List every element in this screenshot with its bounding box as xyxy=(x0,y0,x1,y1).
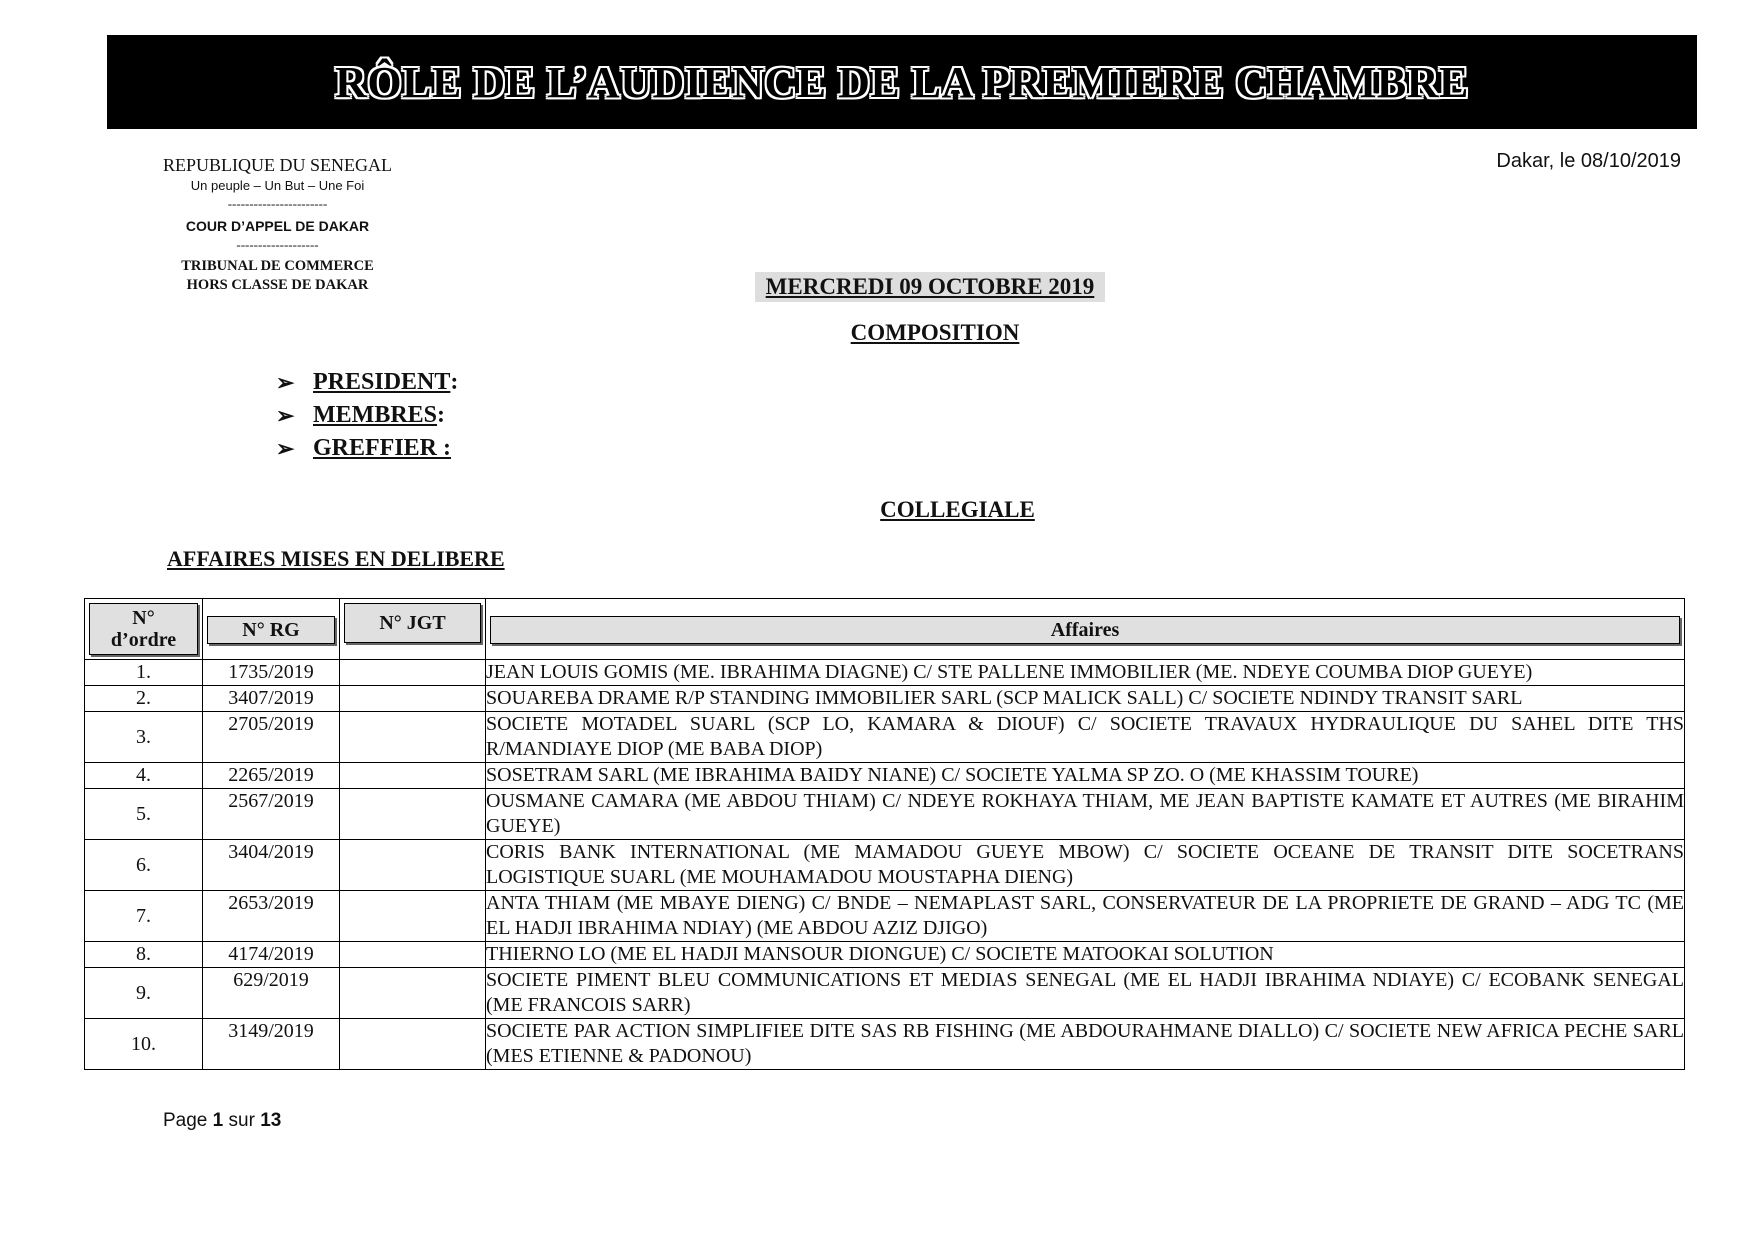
cell-jgt xyxy=(340,712,486,763)
header-rg xyxy=(203,599,340,660)
page-current: 1 xyxy=(212,1110,224,1131)
cell-jgt xyxy=(340,968,486,1019)
document-date: Dakar, le 08/10/2019 xyxy=(1496,150,1681,172)
cell-ordre: 8. xyxy=(85,942,203,968)
cell-rg: 2567/2019 xyxy=(203,789,340,840)
cell-ordre: 9. xyxy=(85,968,203,1019)
role-membres xyxy=(276,399,458,432)
cell-ordre: 10. xyxy=(85,1019,203,1070)
cell-jgt xyxy=(340,660,486,686)
cell-jgt xyxy=(340,942,486,968)
header-ordre-box xyxy=(89,603,198,655)
cell-affaires: SOSETRAM SARL (ME IBRAHIMA BAIDY NIANE) C/ SOCIETE YALMA SP ZO. O (ME KHASSIM TOURE) xyxy=(486,763,1685,789)
cell-affaires: SOUAREBA DRAME R/P STANDING IMMOBILIER SARL (SCP MALICK SALL) C/ SOCIETE NDINDY TRANSIT SARL xyxy=(486,686,1685,712)
tribunal-line-1: TRIBUNAL DE COMMERCE xyxy=(181,258,374,274)
cell-ordre: 4. xyxy=(85,763,203,789)
republique-label: REPUBLIQUE DU SENEGAL xyxy=(163,155,392,175)
arrow-bullet-icon: ➢ xyxy=(276,435,295,461)
cell-jgt xyxy=(340,686,486,712)
separator-2: ------------------- xyxy=(236,237,319,252)
table-row xyxy=(85,686,1685,712)
header-jgt-box: N° JGT xyxy=(344,603,481,643)
cell-affaires: JEAN LOUIS GOMIS (ME. IBRAHIMA DIAGNE) C/ STE PALLENE IMMOBILIER (ME. NDEYE COUMBA DIOP GUEYE) xyxy=(486,660,1685,686)
arrow-bullet-icon: ➢ xyxy=(276,402,295,428)
cell-ordre: 2. xyxy=(85,686,203,712)
table-row xyxy=(85,789,1685,840)
cell-ordre: 7. xyxy=(85,891,203,942)
role-greffier xyxy=(276,432,458,465)
cell-ordre: 1. xyxy=(85,660,203,686)
cell-affaires: ANTA THIAM (ME MBAYE DIENG) C/ BNDE – NEMAPLAST SARL, CONSERVATEUR DE LA PROPRIETE DE GRAND – ADG TC (ME EL HADJI IBRAHIMA NDIAY) (ME ABDOU AZIZ DJIGO) xyxy=(486,891,1685,942)
page-counter xyxy=(163,1110,281,1132)
cell-affaires: THIERNO LO (ME EL HADJI MANSOUR DIONGUE) C/ SOCIETE MATOOKAI SOLUTION xyxy=(486,942,1685,968)
role-label: GREFFIER : xyxy=(313,435,451,461)
table-row xyxy=(85,763,1685,789)
separator-1: ----------------------- xyxy=(227,196,328,211)
header-jgt xyxy=(340,599,486,660)
cases-table xyxy=(84,598,1685,1070)
devise-label: Un peuple – Un But – Une Foi xyxy=(190,178,365,193)
cell-jgt xyxy=(340,1019,486,1070)
role-label: MEMBRES xyxy=(313,402,438,428)
header-ordre-line1: N° xyxy=(132,607,155,629)
cell-rg: 2653/2019 xyxy=(203,891,340,942)
page-total: 13 xyxy=(260,1110,282,1131)
cell-affaires: SOCIETE PIMENT BLEU COMMUNICATIONS ET MEDIAS SENEGAL (ME EL HADJI IBRAHIMA NDIAYE) C/ ECOBANK SENEGAL (ME FRANCOIS SARR) xyxy=(486,968,1685,1019)
role-suffix: : xyxy=(437,402,446,428)
cell-rg: 3404/2019 xyxy=(203,840,340,891)
cell-rg: 2705/2019 xyxy=(203,712,340,763)
cell-ordre: 6. xyxy=(85,840,203,891)
table-row xyxy=(85,840,1685,891)
title-banner xyxy=(107,35,1697,129)
cell-ordre: 3. xyxy=(85,712,203,763)
role-suffix: : xyxy=(450,369,459,395)
hearing-date-title: MERCREDI 09 OCTOBRE 2019 xyxy=(755,272,1105,302)
cour-label: COUR D’APPEL DE DAKAR xyxy=(185,218,370,234)
tribunal-line-2: HORS CLASSE DE DAKAR xyxy=(186,277,369,293)
table-row xyxy=(85,712,1685,763)
composition-roles xyxy=(276,366,458,465)
table-row xyxy=(85,968,1685,1019)
cell-rg: 4174/2019 xyxy=(203,942,340,968)
tribunal-label xyxy=(150,257,405,295)
cell-jgt xyxy=(340,763,486,789)
page-middle: sur xyxy=(223,1110,261,1131)
page-prefix: Page xyxy=(163,1110,213,1131)
cell-affaires: SOCIETE PAR ACTION SIMPLIFIEE DITE SAS RB FISHING (ME ABDOURAHMANE DIALLO) C/ SOCIETE NEW AFRICA PECHE SARL (MES ETIENNE & PADONOU) xyxy=(486,1019,1685,1070)
table-header-row xyxy=(85,599,1685,660)
cell-affaires: OUSMANE CAMARA (ME ABDOU THIAM) C/ NDEYE ROKHAYA THIAM, ME JEAN BAPTISTE KAMATE ET AUTRES (ME BIRAHIM GUEYE) xyxy=(486,789,1685,840)
cell-rg: 3407/2019 xyxy=(203,686,340,712)
header-ordre-line2: d’ordre xyxy=(110,629,177,651)
table-row xyxy=(85,942,1685,968)
cell-rg: 2265/2019 xyxy=(203,763,340,789)
header-rg-box: N° RG xyxy=(207,616,335,644)
cell-jgt xyxy=(340,891,486,942)
composition-title: COMPOSITION xyxy=(850,320,1020,345)
table-row xyxy=(85,1019,1685,1070)
cell-rg: 1735/2019 xyxy=(203,660,340,686)
section-title: AFFAIRES MISES EN DELIBERE xyxy=(167,546,505,571)
cell-jgt xyxy=(340,789,486,840)
cell-ordre: 5. xyxy=(85,789,203,840)
table-row xyxy=(85,660,1685,686)
role-president xyxy=(276,366,458,399)
collegiale-title: COLLEGIALE xyxy=(880,497,1035,522)
cell-rg: 3149/2019 xyxy=(203,1019,340,1070)
table-row xyxy=(85,891,1685,942)
cell-jgt xyxy=(340,840,486,891)
cell-affaires: CORIS BANK INTERNATIONAL (ME MAMADOU GUEYE MBOW) C/ SOCIETE OCEANE DE TRANSIT DITE SOCETRANS LOGISTIQUE SUARL (ME MOUHAMADOU MOUSTAPHA DIENG) xyxy=(486,840,1685,891)
header-ordre xyxy=(85,599,203,660)
cell-rg: 629/2019 xyxy=(203,968,340,1019)
role-label: PRESIDENT xyxy=(313,369,451,395)
institution-header xyxy=(150,155,405,295)
header-affaires xyxy=(486,599,1685,660)
arrow-bullet-icon: ➢ xyxy=(276,369,295,395)
page-title: RÔLE DE L’AUDIENCE DE LA PREMIERE CHAMBRE xyxy=(335,57,1469,107)
cell-affaires: SOCIETE MOTADEL SUARL (SCP LO, KAMARA & DIOUF) C/ SOCIETE TRAVAUX HYDRAULIQUE DU SAHEL DITE THS R/MANDIAYE DIOP (ME BABA DIOP) xyxy=(486,712,1685,763)
header-affaires-box: Affaires xyxy=(490,616,1680,644)
